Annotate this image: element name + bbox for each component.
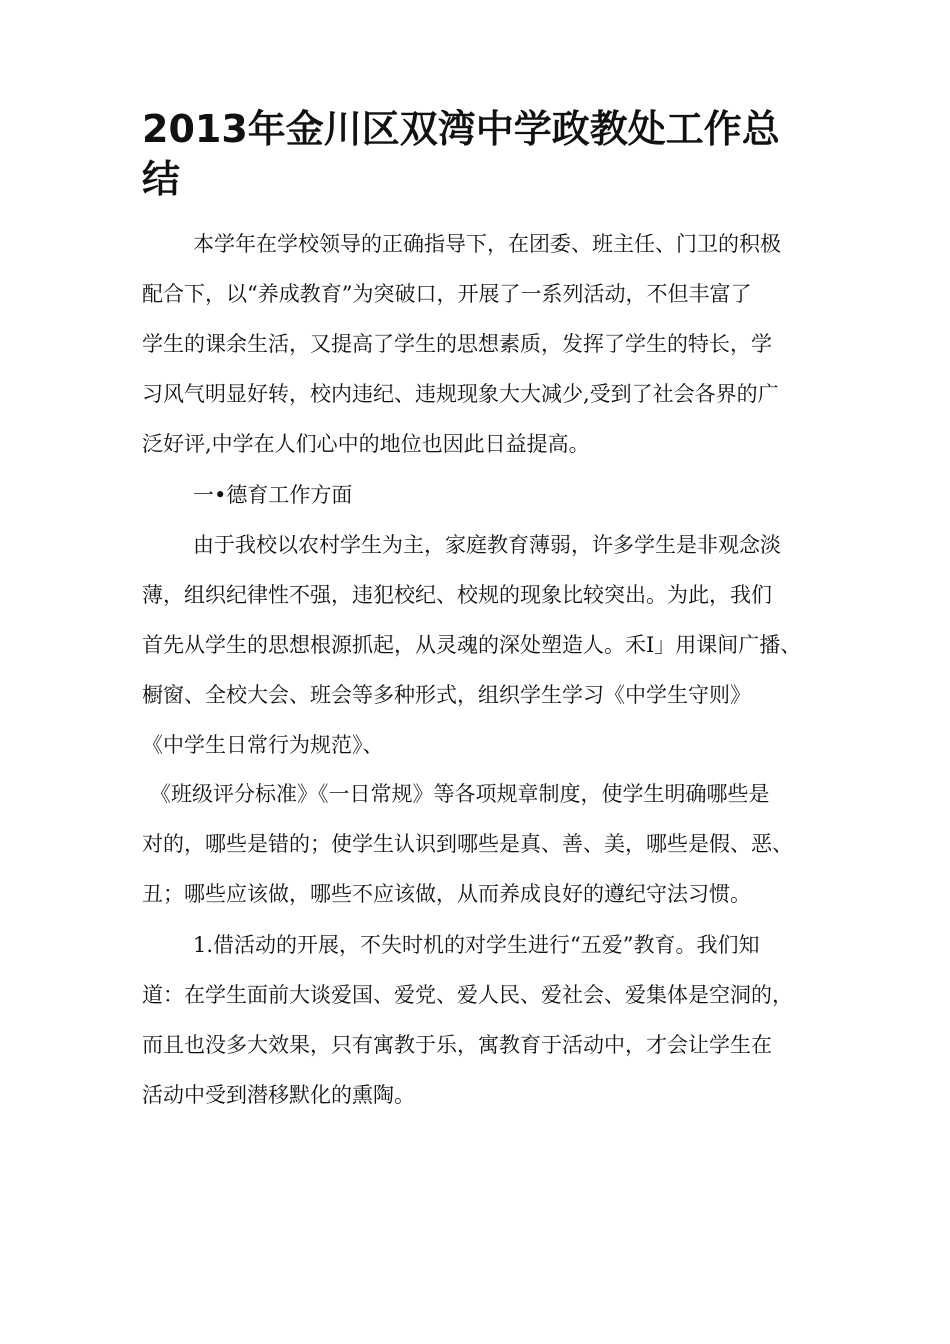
paragraph-line: 而且也没多大效果，只有寓教于乐，寓教育于活动中，才会让学生在 — [142, 1033, 772, 1057]
paragraph-line: 对的，哪些是错的；使学生认识到哪些是真、善、美，哪些是假、恶、 — [142, 832, 793, 856]
paragraph-line: 活动中受到潜移默化的熏陶。 — [142, 1083, 415, 1107]
paragraph-line: 首先从学生的思想根源抓起，从灵魂的深处塑造人。禾I」用课间广播、 — [142, 633, 802, 657]
title-line-1: 2013年金川区双湾中学政教处工作总 — [142, 107, 780, 151]
paragraph-line: 学生的课余生活，又提高了学生的思想素质，发挥了学生的特长，学 — [142, 332, 772, 356]
paragraph-line: 橱窗、全校大会、班会等多种形式，组织学生学习《中学生守则》 — [142, 683, 751, 707]
paragraph-line: 配合下，以“养成教育”为突破口，开展了一系列活动，不但丰富了 — [142, 282, 752, 306]
list-item-1: 1.借活动的开展，不失时机的对学生进行“五爱”教育。我们知 — [193, 933, 760, 957]
title-line-2: 结 — [142, 157, 181, 201]
paragraph-line: 习风气明显好转，校内违纪、违规现象大大减少,受到了社会各界的广 — [142, 382, 779, 406]
paragraph-line: 道：在学生面前大谈爱国、爱党、爱人民、爱社会、爱集体是空洞的， — [142, 983, 793, 1007]
paragraph-line: 《中学生日常行为规范》、 — [142, 733, 384, 757]
paragraph-line: 本学年在学校领导的正确指导下，在团委、班主任、门卫的积极 — [193, 232, 781, 256]
document-title — [142, 104, 842, 204]
paragraph-line: 薄，组织纪律性不强，违犯校纪、校规的现象比较突出。为此，我们 — [142, 583, 772, 607]
paragraph-line: 《班级评分标准》《一日常规》等各项规章制度，使学生明确哪些是 — [150, 782, 770, 806]
paragraph-line: 泛好评,中学在人们心中的地位也因此日益提高。 — [142, 432, 590, 456]
section-heading: 一•德育工作方面 — [193, 483, 353, 507]
paragraph-line: 由于我校以农村学生为主，家庭教育薄弱，许多学生是非观念淡 — [193, 533, 781, 557]
paragraph-line: 丑；哪些应该做，哪些不应该做，从而养成良好的遵纪守法习惯。 — [142, 882, 751, 906]
